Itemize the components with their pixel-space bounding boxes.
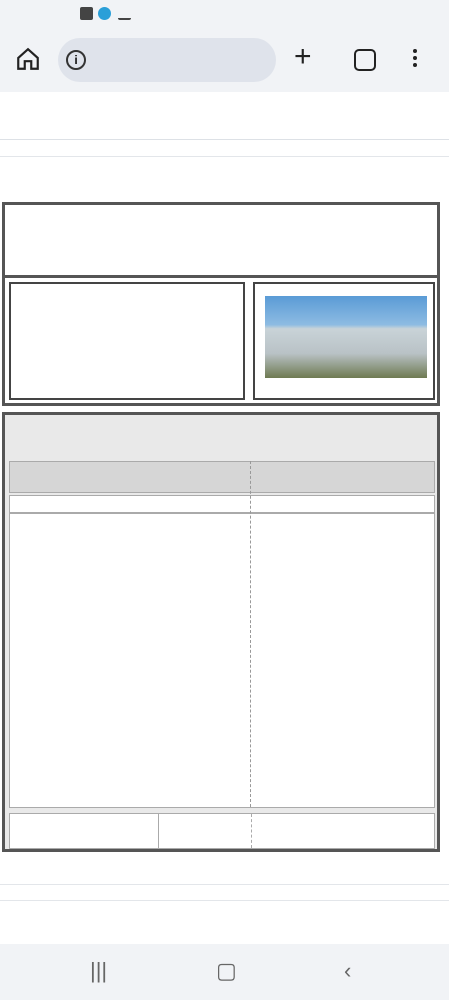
building-photo-frame [253,282,435,400]
divider [0,900,449,901]
divider [0,156,449,157]
building-info [5,275,437,403]
system-nav-bar [0,944,449,1000]
more-menu-icon[interactable] [412,46,418,74]
rating-scale [9,513,435,808]
app-icon [98,7,111,20]
status-bar [0,0,449,28]
column-header [9,461,435,493]
energy-rating-section [2,412,440,852]
browser-toolbar [0,28,449,92]
home-icon[interactable] [15,46,41,72]
page-header-band [0,92,449,140]
check-icon [118,7,131,20]
building-photo [265,296,427,378]
recents-icon[interactable]: ||| [90,958,108,983]
energy-certificate [2,202,440,852]
certificate-header-box [2,202,440,406]
totals-row [9,813,435,849]
certificate-subtitle [5,227,437,236]
building-details [9,282,245,400]
address-bar[interactable] [58,38,276,82]
gallery-icon [80,7,93,20]
site-info-icon[interactable]: i [66,50,86,70]
new-tab-icon[interactable]: + [294,40,312,73]
column-divider [250,461,251,807]
home-nav-icon[interactable]: ▢ [216,958,237,983]
unit-bar [9,495,435,513]
totals-label [22,820,152,829]
divider [0,884,449,885]
tab-count-button[interactable] [354,49,376,71]
back-icon[interactable]: ‹ [344,958,352,983]
